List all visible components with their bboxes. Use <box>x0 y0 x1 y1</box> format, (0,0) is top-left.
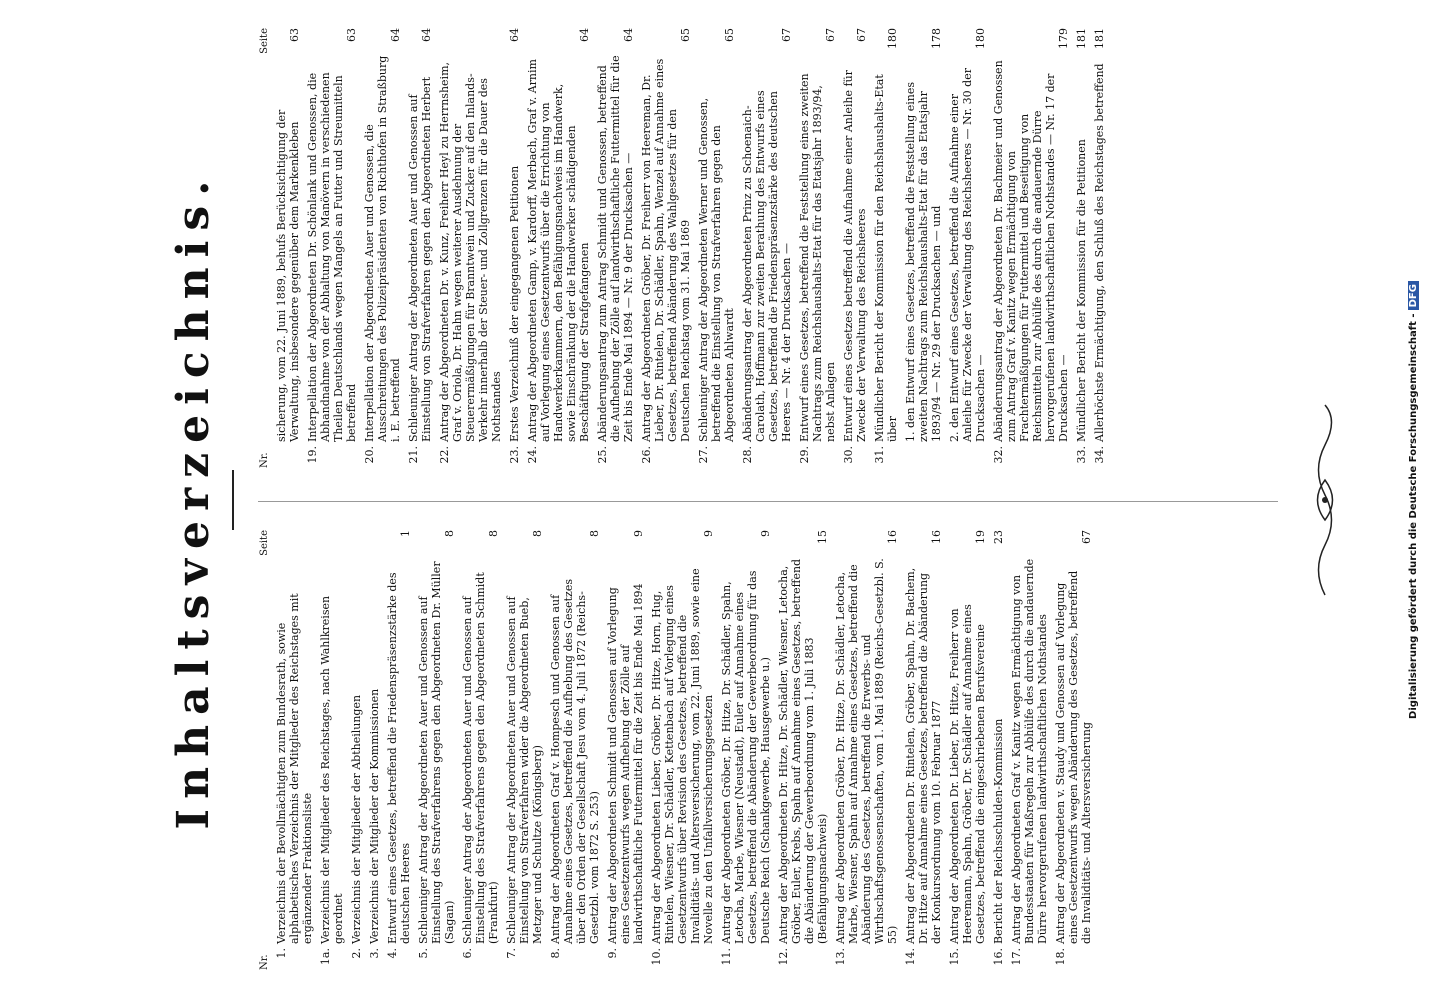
toc-entry <box>275 530 314 970</box>
toc-entry <box>596 28 635 468</box>
toc-entry <box>640 28 692 468</box>
entry-number: 13. <box>834 948 847 966</box>
toc-entry <box>697 28 736 468</box>
nr-header: Nr. <box>259 452 270 468</box>
entry-text: Antrag der Abgeordneten Dr. Rintelen, Gröber, Spahn, Dr. Bachem, Dr. Hitze auf Annahme eines Gesetzes, betreffend die Abänderung der Konkursordnung vom 10. Februar 1877 <box>904 567 943 944</box>
entry-text: Antrag der Abgeordneten Lieber, Gröber, Dr. Hitze, Horn, Hug, Rintelen, Wiesner, Dr. Schädler, Kettenbach auf Vorlegung eines Gesetzentwurfs über Revision des Gesetzes, betreffend die Invaliditäts- und Altersversicherung, vom 22. Juni 1889, sowie eine Novelle zu den Unfallversicherungsgesetzen <box>650 568 715 944</box>
entry-number: 29. <box>798 446 811 464</box>
entry-number: 4. <box>386 948 399 959</box>
toc-entry <box>650 530 715 970</box>
entry-text: Antrag der Abgeordneten Graf v. Kanitz wegen Ermächtigung von Bundesstaaten für Maßregeln zur Abhülfe des durch die andauernde Dürre hervorgerufenen landwirthschaftlichen Nothstandes <box>1010 558 1049 944</box>
left-entry-list <box>275 530 1093 970</box>
entry-number: 26. <box>640 446 653 464</box>
toc-entry <box>417 530 456 970</box>
column-divider <box>258 501 1278 502</box>
entry-text: Antrag der Abgeordneten Dr. v. Kunz, Freiherr Heyl zu Herrnsheim, Graf v. Oriola, Dr. Hahn wegen weiterer Ausdehnung der Steuerermäßigungen für Branntwein und Zucker auf den Inlands-Verkehr innerhalb der Steuer- und Zollgrenzen für die Dauer des Nothstandes <box>438 62 503 442</box>
entry-number: 31. <box>873 446 886 464</box>
entry-text: Antrag der Abgeordneten Schmidt und Genossen auf Vorlegung eines Gesetzentwurfs wegen Aufhebung der Zölle auf landwirthschaftliche Futtermittel für die Zeit bis Ende Mai 1894 <box>606 583 645 944</box>
entry-text: Abänderungsantrag der Abgeordneten Prinz zu Schoenaich-Carolath, Hoffmann zur zweiten Berathung des Entwurfs eines Gesetzes, betreffend die Friedenspräsenzstärke des deutschen Heeres — Nr. 4 der Drucksachen — <box>741 90 793 442</box>
toc-entry <box>526 28 591 468</box>
entry-text: Schleuniger Antrag der Abgeordneten Auer und Genossen auf Einstellung des Strafverfahrens gegen den Abgeordneten Schmidt (Frankfurt) <box>461 572 500 944</box>
entry-text: Verzeichnis der Mitglieder der Abtheilungen <box>350 694 363 944</box>
entry-text: Bericht der Reichsschulden-Kommission <box>992 718 1005 944</box>
entry-text: Entwurf eines Gesetzes, betreffend die Friedenspräsenzstärke des deutschen Heeres <box>386 572 412 944</box>
entry-page: 65 <box>679 28 692 42</box>
right-column-header <box>258 28 271 468</box>
entry-page: 64 <box>420 28 433 42</box>
toc-entry <box>606 530 645 970</box>
entry-text: Schleuniger Antrag der Abgeordneten Werner und Genossen, betreffend die Einstellung von Strafverfahren gegen den Abgeordneten Ahlwardt <box>697 97 736 442</box>
entry-page: 67 <box>855 28 868 42</box>
entry-page: 64 <box>389 28 402 42</box>
entry-number: 30. <box>842 446 855 464</box>
digitization-note-text: Digitalisierung gefördert durch die Deutsche Forschungsgemeinschaft - <box>1408 313 1419 719</box>
entry-number: 25. <box>596 446 609 464</box>
entry-number: 3. <box>368 948 381 959</box>
entry-text: Erstes Verzeichniß der eingegangenen Petitionen <box>508 165 521 442</box>
entry-page: 9 <box>759 530 772 537</box>
entry-page: 23 <box>992 530 1005 544</box>
entry-text: Abänderungsantrag der Abgeordneten Dr. Bachmeier und Genossen zum Antrag Graf v. Kanitz wegen Ermächtigung von Frachtermäßigungen für Futtermittel und Beseitigung von Reichsmitteln zur Abhülfe des durch die andauernde Dürre hervorgerufenen landwirthschaftlichen Nothstandes — Nr. 17 der Drucksachen — <box>992 60 1070 442</box>
entry-text: Entwurf eines Gesetzes, betreffend die Feststellung eines zweiten Nachtrags zum Reichshaushalts-Etat für das Etatsjahr 1893/94, nebst Anlagen <box>798 73 837 442</box>
toc-entry <box>992 28 1070 468</box>
entry-page: 19 <box>974 530 987 544</box>
toc-entry <box>741 28 793 468</box>
entry-number: 17. <box>1010 948 1023 966</box>
entry-text: Mündlicher Bericht der Kommission für die Petitionen <box>1075 139 1088 442</box>
toc-entry <box>1093 28 1106 468</box>
entry-page: 8 <box>487 530 500 537</box>
left-column-header <box>258 530 271 970</box>
entry-number: 7. <box>505 948 518 959</box>
entry-page: 16 <box>930 530 943 544</box>
entry-number: 27. <box>697 446 710 464</box>
toc-entry <box>1010 530 1049 970</box>
entry-number: 15. <box>948 948 961 966</box>
toc-entry <box>368 530 381 970</box>
toc-entry <box>438 28 503 468</box>
entry-number: 11. <box>720 948 733 966</box>
entry-text: Antrag der Abgeordneten Gamp, v. Kardorff, Merbach, Graf v. Arnim auf Vorlegung eines Gesetzentwurfs über die Errichtung von Handwerkerkammern, den Befähigungsnachweis im Handwerk, sowie Einschränkung der die Handwerker schädigenden Beschäftigung der Strafgefangenen <box>526 59 591 442</box>
toc-entry <box>992 530 1005 970</box>
entry-page: 15 <box>816 530 829 544</box>
toc-entry <box>363 28 402 468</box>
entry-text: sicherung, vom 22. Juni 1889, behufs Berücksichtigung der Verwaltung, insbesondere gegenüber dem Markenkleben <box>275 109 301 442</box>
entry-page: 180 <box>886 28 899 49</box>
toc-entry <box>834 530 899 970</box>
toc-entry <box>777 530 829 970</box>
entry-page: 16 <box>886 530 899 544</box>
entry-number: 33. <box>1075 446 1088 464</box>
toc-entry <box>461 530 500 970</box>
entry-page: 181 <box>1093 28 1106 49</box>
entry-page: 63 <box>288 28 301 42</box>
entry-text: Mündlicher Bericht der Kommission für den Reichshaushalts-Etat über <box>873 74 899 442</box>
entry-text: Antrag der Abgeordneten Graf v. Hompesch und Genossen auf Annahme eines Gesetzes, betreffend die Aufhebung des Gesetzes über den Orden der Gesellschaft Jesu vom 4. Juli 1872 (Reichs-Gesetzbl. vom 1872 S. 253) <box>549 579 601 944</box>
toc-entry <box>407 28 433 468</box>
entry-text: Verzeichnis der Mitglieder der Kommissionen <box>368 688 381 944</box>
entry-number: 1a. <box>319 948 332 966</box>
dfg-logo: DFG <box>1408 281 1419 310</box>
seite-header: Seite <box>259 530 270 556</box>
entry-number: 2. <box>350 948 363 959</box>
entry-page: 65 <box>723 28 736 42</box>
entry-page: 67 <box>824 28 837 42</box>
entry-text: Verzeichnis der Bevollmächtigten zum Bundesrath, sowie alphabetisches Verzeichnis der Mitglieder des Reichstages mit ergänzender Fraktionsliste <box>275 593 314 944</box>
entry-number: 28. <box>741 446 754 464</box>
page-title: Inhaltsverzeichnis. <box>168 170 219 830</box>
entry-text: Schleuniger Antrag der Abgeordneten Auer und Genossen auf Einstellung von Strafverfahren gegen den Abgeordneten Herbert <box>407 76 433 442</box>
entry-text: 2. den Entwurf eines Gesetzes, betreffend die Aufnahme einer Anleihe für Zwecke der Verwaltung des Reichsheeres — Nr. 30 der Drucksachen — <box>948 68 987 442</box>
title-rule <box>232 470 234 530</box>
entry-text: Antrag der Abgeordneten v. Staudy und Genossen auf Vorlegung eines Gesetzentwurfs wegen Abänderung des Gesetzes, betreffend die Invaliditäts- und Altersversicherung <box>1054 570 1093 944</box>
toc-entry <box>306 28 358 468</box>
toc-entry <box>1054 530 1093 970</box>
toc-entry <box>319 530 345 970</box>
toc-entry <box>350 530 363 970</box>
entry-page: 180 <box>974 28 987 49</box>
entry-text: Antrag der Abgeordneten Dr. Lieber, Dr. Hitze, Freiherr von Heeremann, Spahn, Gröber, Dr. Schädler auf Annahme eines Gesetzes, betreffend die eingeschriebenen Berufsvereine <box>948 604 987 944</box>
toc-entry <box>275 28 301 468</box>
toc-entry <box>842 28 868 468</box>
entry-number: 5. <box>417 948 430 959</box>
entry-text: Abänderungsantrag zum Antrag Schmidt und Genossen, betreffend die Aufhebung der Zölle auf landwirthschaftliche Futtermittel für die Zeit bis Ende Mai 1894 — Nr. 9 der Drucksachen — <box>596 55 635 442</box>
entry-number: 1. <box>275 948 288 959</box>
toc-entry <box>948 28 987 468</box>
entry-text: Entwurf eines Gesetzes betreffend die Aufnahme einer Anleihe für Zwecke der Verwaltung des Reichsheeres <box>842 70 868 442</box>
entry-number: 18. <box>1054 948 1067 966</box>
entry-number: 19. <box>306 446 319 464</box>
entry-text: Interpellation der Abgeordneten Auer und Genossen, die Ausschreitungen des Polizeipräsidenten von Richthofen in Straßburg i. E. betreffend <box>363 55 402 442</box>
left-column <box>258 530 1098 970</box>
entry-page: 9 <box>702 530 715 537</box>
entry-text: Verzeichnis der Mitglieder des Reichstages, nach Wahlkreisen geordnet <box>319 595 345 944</box>
entry-text: Antrag der Abgeordneten Gröber, Dr. Hitze, Dr. Schädler, Letocha, Marbe, Wiesner, Spahn auf Annahme eines Gesetzes, betreffend die Abänderung des Gesetzes, betreffend die Erwerbs- und Wirthschaftsgenossenschaften, vom 1. Mai 1889 (Reichs-Gesetzbl. S. 55) <box>834 558 899 944</box>
entry-page: 67 <box>1080 530 1093 544</box>
digitization-note <box>1408 0 1419 1000</box>
entry-text: Antrag der Abgeordneten Gröber, Dr. Hitze, Dr. Schädler, Spahn, Letocha, Marbe, Wiesner (Neustadt), Euler auf Annahme eines Gesetzes, betreffend die Abänderung der Gewerbeordnung für das Deutsche Reich (Schankgewerbe, Hausgewerbe u.) <box>720 570 772 944</box>
toc-entry <box>386 530 412 970</box>
right-entry-list <box>275 28 1106 468</box>
toc-entry <box>720 530 772 970</box>
entry-number: 6. <box>461 948 474 959</box>
entry-number: 12. <box>777 948 790 966</box>
toc-entry <box>1075 28 1088 468</box>
toc-entry <box>948 530 987 970</box>
entry-number: 21. <box>407 446 420 464</box>
entry-number: 9. <box>606 948 619 959</box>
entry-page: 63 <box>345 28 358 42</box>
entry-page: 1 <box>399 530 412 537</box>
entry-text: Antrag der Abgeordneten Gröber, Dr. Freiherr von Heereman, Dr. Lieber, Dr. Rintelen, Dr. Schädler, Spahn, Wenzel auf Annahme eines Gesetzes, betreffend Abänderung des Wahlgesetzes für den Deutschen Reichstag vom 31. Mai 1869 <box>640 58 692 442</box>
entry-text: Allerhöchste Ermächtigung, den Schluß des Reichstages betreffend <box>1093 63 1106 442</box>
toc-entry <box>549 530 601 970</box>
entry-number: 32. <box>992 446 1005 464</box>
nr-header: Nr. <box>259 954 270 970</box>
entry-page: 178 <box>930 28 943 49</box>
toc-entry <box>505 530 544 970</box>
entry-number: 22. <box>438 446 451 464</box>
entry-page: 8 <box>531 530 544 537</box>
entry-number: 34. <box>1093 446 1106 464</box>
entry-text: Interpellation der Abgeordneten Dr. Schönlank und Genossen, die Abhandnahme von der Abhaltung von Manövern in verschiedenen Theilen Deutschlands wegen Mangels an Futter und Streumitteln betreffend <box>306 72 358 442</box>
entry-number: 16. <box>992 948 1005 966</box>
entry-page: 179 <box>1057 28 1070 49</box>
entry-number: 10. <box>650 948 663 966</box>
entry-text: Antrag der Abgeordneten Dr. Hitze, Dr. Schädler, Wiesner, Letocha, Gröber, Euler, Krebs, Spahn auf Annahme eines Gesetzes, betreffend die Abänderung der Gewerbeordnung vom 1. Juli 1883 (Befähigungsnachweis) <box>777 558 829 944</box>
entry-page: 8 <box>443 530 456 537</box>
entry-text: Schleuniger Antrag der Abgeordneten Auer und Genossen auf Einstellung von Strafverfahren wider die Abgeordneten Bueb, Metzger und Schultze (Königsberg) <box>505 596 544 944</box>
entry-number: 14. <box>904 948 917 966</box>
toc-entry <box>798 28 837 468</box>
entry-number: 8. <box>549 948 562 959</box>
entry-page: 9 <box>632 530 645 537</box>
right-column <box>258 28 1111 468</box>
entry-page: 64 <box>508 28 521 42</box>
entry-page: 67 <box>780 28 793 42</box>
entry-number: 20. <box>363 446 376 464</box>
entry-page: 8 <box>588 530 601 537</box>
entry-text: 1. den Entwurf eines Gesetzes, betreffend die Feststellung eines zweiten Nachtrags zum Reichshaushalts-Etat für das Etatsjahr 1893/94 — Nr. 29 der Drucksachen — und <box>904 81 943 442</box>
toc-entry <box>904 530 943 970</box>
ornament-flourish <box>1310 400 1340 600</box>
entry-page: 181 <box>1075 28 1088 49</box>
entry-text: Schleuniger Antrag der Abgeordneten Auer und Genossen auf Einstellung des Strafverfahrens gegen den Abgeordneten Dr. Müller (Sagan) <box>417 561 456 944</box>
seite-header: Seite <box>259 28 270 54</box>
entry-number: 24. <box>526 446 539 464</box>
toc-entry <box>508 28 521 468</box>
toc-entry <box>873 28 899 468</box>
entry-number: 23. <box>508 446 521 464</box>
entry-page: 64 <box>622 28 635 42</box>
entry-page: 64 <box>578 28 591 42</box>
toc-entry <box>904 28 943 468</box>
